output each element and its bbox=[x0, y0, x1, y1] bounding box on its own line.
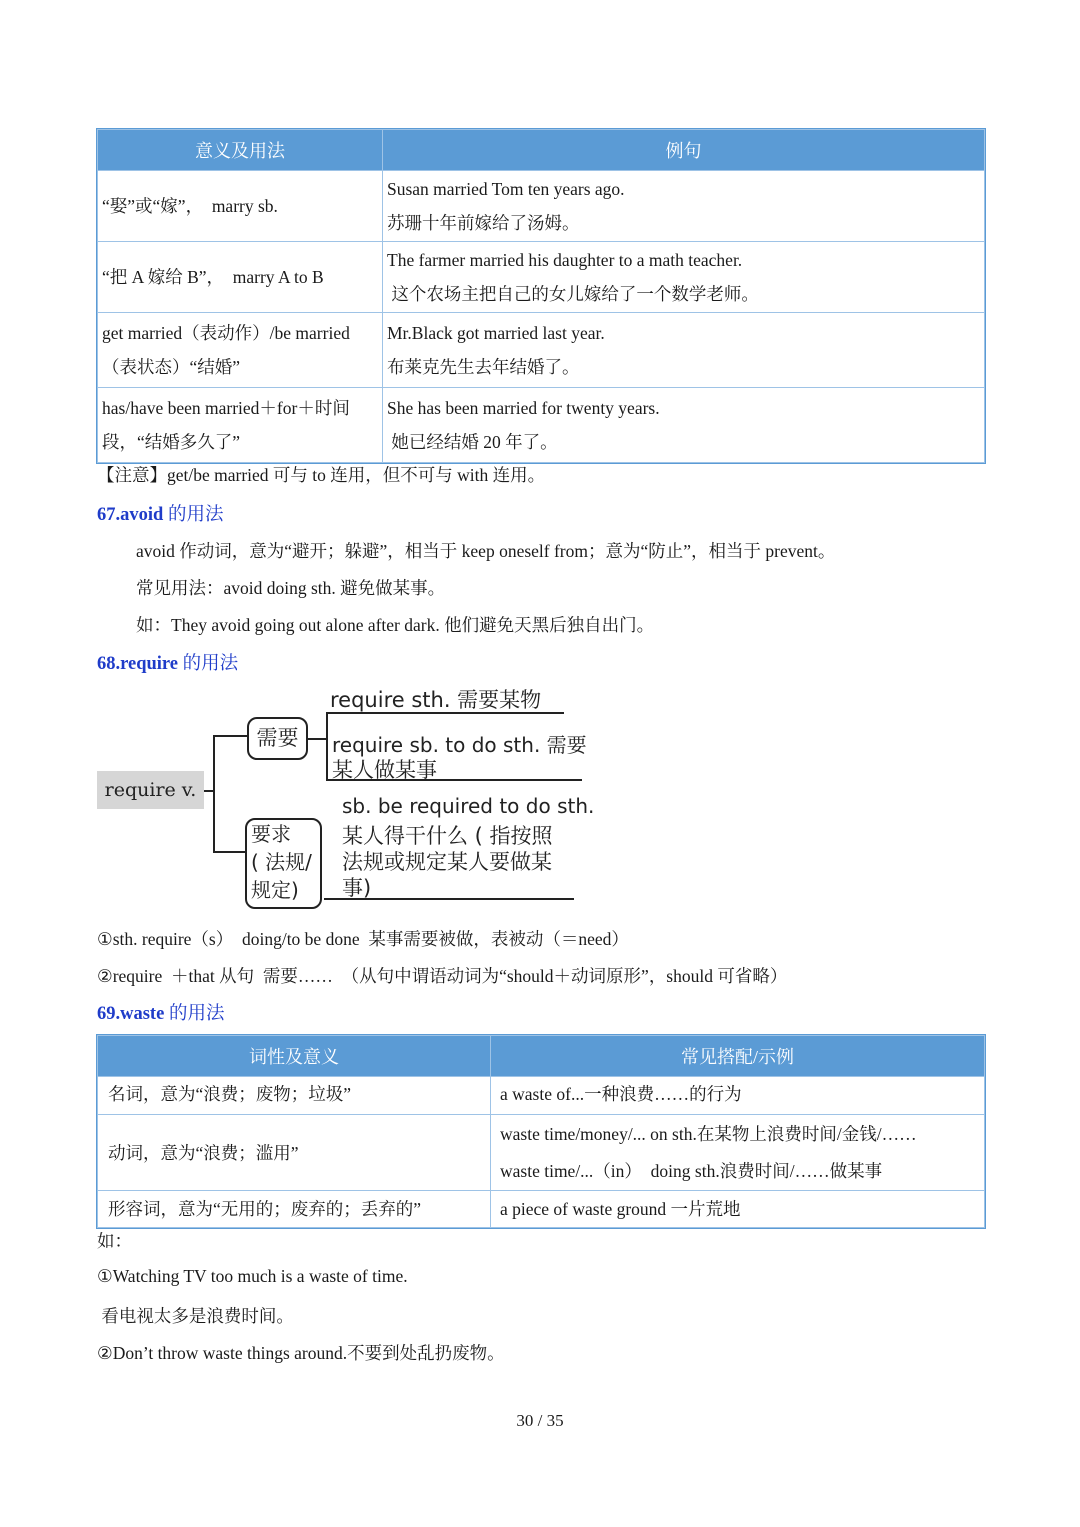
collocation-cell: a waste of...一种浪费……的行为 bbox=[491, 1077, 985, 1115]
marry-note: 【注意】get/be married 可与 to 连用，但不可与 with 连用。 bbox=[97, 465, 546, 485]
avoid-line: 如：They avoid going out alone after dark. 他们避免天黑后独自出门。 bbox=[136, 615, 655, 635]
avoid-line: 常见用法：avoid doing sth. 避免做某事。 bbox=[136, 578, 446, 598]
mindmap-item: 法规或规定某人要做某 bbox=[342, 850, 552, 874]
meaning-cell: 形容词，意为“无用的；废弃的；丢弃的” bbox=[98, 1191, 491, 1228]
table-row bbox=[98, 242, 985, 313]
waste-example: ①Watching TV too much is a waste of time. bbox=[97, 1266, 408, 1286]
example-cn: 苏珊十年前嫁给了汤姆。 bbox=[387, 213, 580, 233]
table-header-row bbox=[98, 1036, 985, 1077]
connector bbox=[213, 851, 245, 853]
mindmap-item: require sth. 需要某物 bbox=[330, 688, 542, 712]
usage-cell: has/have been married＋for＋时间 段，“结婚多久了” bbox=[98, 388, 383, 463]
table-row bbox=[98, 313, 985, 388]
mindmap-item: sb. be required to do sth. bbox=[342, 794, 595, 818]
marry-table bbox=[97, 129, 985, 463]
mindmap-root: require v. bbox=[97, 771, 204, 809]
section-heading-waste: 69.waste 的用法 bbox=[97, 1004, 225, 1024]
mindmap-item: 某人做某事 bbox=[332, 758, 437, 782]
table-row bbox=[98, 1077, 985, 1115]
table-row bbox=[98, 171, 985, 242]
mindmap-branch-need: 需要 bbox=[247, 717, 308, 760]
example-cn: 这个农场主把自己的女儿嫁给了一个数学老师。 bbox=[387, 284, 759, 304]
mindmap-item: 某人得干什么 ( 指按照 bbox=[342, 824, 553, 848]
example-en: Mr.Black got married last year. bbox=[387, 323, 605, 343]
waste-example-intro: 如： bbox=[97, 1231, 132, 1251]
example-cell bbox=[383, 313, 985, 388]
table-header-row bbox=[98, 130, 985, 171]
example-cell bbox=[383, 388, 985, 463]
require-mindmap bbox=[96, 680, 606, 915]
meaning-cell: 名词，意为“浪费；废物；垃圾” bbox=[98, 1077, 491, 1115]
example-en: The farmer married his daughter to a math teacher. bbox=[387, 250, 743, 270]
example-en: Susan married Tom ten years ago. bbox=[387, 179, 625, 199]
require-note: ①sth. require（s） doing/to be done 某事需要被做，表被动（＝need） bbox=[97, 929, 629, 949]
waste-example: ②Don’t throw waste things around.不要到处乱扔废物。 bbox=[97, 1343, 505, 1363]
mindmap-item: require sb. to do sth. 需要 bbox=[332, 733, 587, 757]
header-collocation: 常见搭配/示例 bbox=[491, 1036, 985, 1077]
meaning-cell: 动词，意为“浪费；滥用” bbox=[98, 1115, 491, 1191]
connector bbox=[213, 735, 215, 853]
table-row bbox=[98, 1115, 985, 1191]
header-examples: 例句 bbox=[383, 130, 985, 171]
table-row bbox=[98, 388, 985, 463]
mindmap-branch-demand: 要求 ( 法规/ 规定) bbox=[245, 818, 322, 909]
connector bbox=[213, 735, 247, 737]
usage-cell: “娶”或“嫁”， marry sb. bbox=[98, 171, 383, 242]
header-meaning: 词性及意义 bbox=[98, 1036, 491, 1077]
collocation-cell: a piece of waste ground 一片荒地 bbox=[491, 1191, 985, 1228]
avoid-line: avoid 作动词，意为“避开；躲避”，相当于 keep oneself from；意为“防止”，相当于 prevent。 bbox=[136, 541, 836, 561]
section-heading-avoid: 67.avoid 的用法 bbox=[97, 505, 224, 525]
table-row bbox=[98, 1191, 985, 1228]
example-en: She has been married for twenty years. bbox=[387, 398, 660, 418]
mindmap-item: 事) bbox=[342, 876, 372, 900]
example-cn: 布莱克先生去年结婚了。 bbox=[387, 357, 580, 377]
usage-cell: get married（表动作）/be married （表状态）“结婚” bbox=[98, 313, 383, 388]
collocation-cell: waste time/money/... on sth.在某物上浪费时间/金钱/…… waste time/...（in） doing sth.浪费时间/……做某事 bbox=[491, 1115, 985, 1191]
section-heading-require: 68.require 的用法 bbox=[97, 654, 239, 674]
page-number: 30 / 35 bbox=[516, 1411, 564, 1430]
waste-table bbox=[97, 1035, 985, 1228]
example-cn: 她已经结婚 20 年了。 bbox=[387, 432, 558, 452]
waste-example: 看电视太多是浪费时间。 bbox=[97, 1306, 294, 1326]
example-cell bbox=[383, 171, 985, 242]
require-note: ②require ＋that 从句 需要…… （从句中谓语动词为“should＋动词原形”，should 可省略） bbox=[97, 966, 788, 986]
example-cell bbox=[383, 242, 985, 313]
usage-cell: “把 A 嫁给 B”， marry A to B bbox=[98, 242, 383, 313]
header-usage: 意义及用法 bbox=[98, 130, 383, 171]
